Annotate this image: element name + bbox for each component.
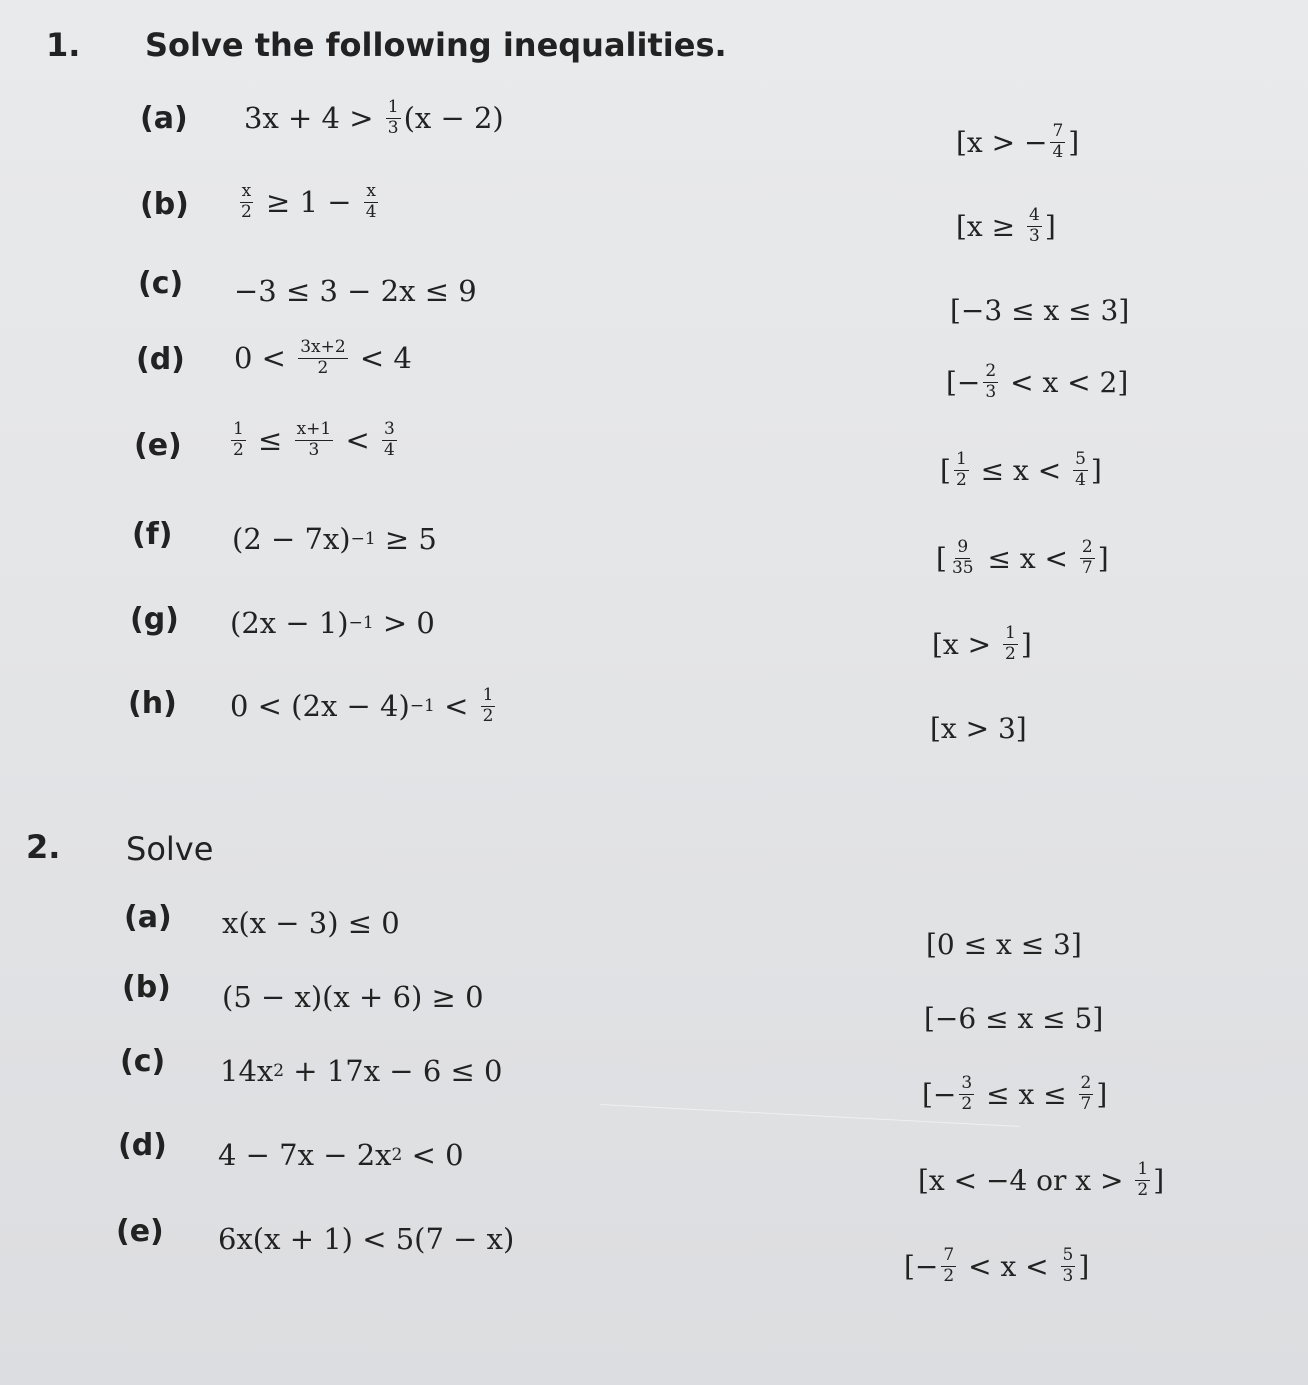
q1-a-label: (a) [140,101,188,136]
q1-g-expression: (2x − 1) −1 > 0 [230,606,435,640]
q1-c-label: (c) [138,266,184,301]
q2-c-answer: [− $\frac{3}{2}$ ≤ x ≤ $\frac{2}{7}$ ] [922,1073,1108,1114]
q1-b-expression: $\frac{x}{2}$ ≥ 1 − $\frac{x}{4}$ [241,181,377,222]
q2-d-label: (d) [118,1128,167,1163]
q2-d-expression: 4 − 7x − 2x 2 < 0 [218,1138,464,1172]
q1-f-label: (f) [132,517,173,552]
q2-b-answer: [−6 ≤ x ≤ 5] [924,1002,1104,1035]
question-2-number: 2. [26,828,61,866]
q2-a-label: (a) [124,900,172,935]
q2-e-answer: [− $\frac{7}{2}$ < x < $\frac{5}{3}$ ] [904,1245,1090,1286]
q1-h-expression: 0 < (2x − 4) −1 < $\frac{1}{2}$ [230,685,494,726]
q2-e-expression: 6x(x + 1) < 5(7 − x) [218,1222,515,1256]
q1-c-expression: −3 ≤ 3 − 2x ≤ 9 [234,274,477,308]
question-2-title: Solve [126,830,214,868]
q2-d-answer: [x < −4 or x > $\frac{1}{2}$ ] [918,1159,1165,1200]
q1-e-expression: $\frac{1}{2}$ ≤ $\frac{x+1}{3}$ < $\frac{3}{4}$ [233,419,395,460]
q2-e-label: (e) [116,1214,164,1249]
q1-d-label: (d) [136,342,185,377]
q1-b-answer: [x ≥ $\frac{4}{3}$ ] [956,205,1056,246]
q1-e-answer: [ $\frac{1}{2}$ ≤ x < $\frac{5}{4}$ ] [940,449,1102,490]
q1-g-label: (g) [130,602,179,637]
q1-h-answer: [x > 3] [930,712,1027,745]
q1-a-answer: [x > − $\frac{7}{4}$ ] [956,121,1080,162]
q1-e-label: (e) [134,428,182,463]
q1-f-expression: (2 − 7x) −1 ≥ 5 [232,522,437,556]
q2-b-expression: (5 − x)(x + 6) ≥ 0 [222,980,484,1014]
q1-d-answer: [− $\frac{2}{3}$ < x < 2] [946,361,1129,402]
q1-a-expression: 3x + 4 > $\frac{1}{3}$ (x − 2) [244,97,504,138]
q1-h-label: (h) [128,686,177,721]
q2-a-expression: x(x − 3) ≤ 0 [222,906,400,940]
q1-c-answer: [−3 ≤ x ≤ 3] [950,294,1130,327]
q1-b-label: (b) [140,187,189,222]
q1-g-answer: [x > $\frac{1}{2}$ ] [932,623,1032,664]
q2-b-label: (b) [122,970,171,1005]
question-1-title: Solve the following inequalities. [145,26,727,64]
q2-a-answer: [0 ≤ x ≤ 3] [926,928,1082,961]
q2-c-expression: 14x 2 + 17x − 6 ≤ 0 [220,1054,503,1088]
question-1-number: 1. [46,26,81,64]
q2-c-label: (c) [120,1044,166,1079]
q1-f-answer: [ $\frac{9}{35}$ ≤ x < $\frac{2}{7}$ ] [936,537,1109,578]
q1-d-expression: 0 < $\frac{3x+2}{2}$ < 4 [234,337,412,378]
